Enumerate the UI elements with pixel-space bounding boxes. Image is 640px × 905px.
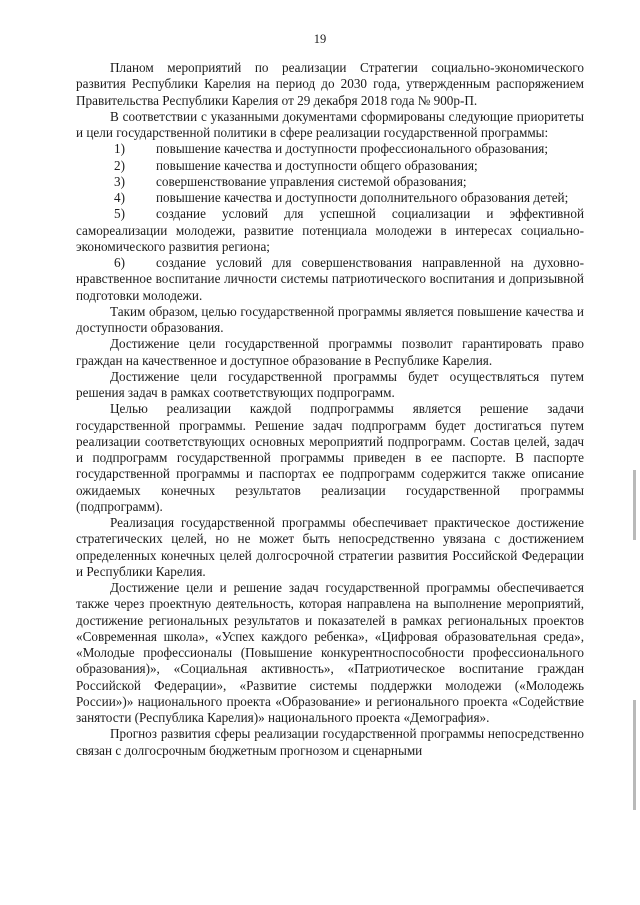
priority-text: повышение качества и доступности дополнительного образования детей; — [156, 190, 569, 205]
priority-item — [76, 190, 584, 206]
priority-text: создание условий для успешной социализации и эффективной самореализации молодежи, развитие потенциала молодежи в интересах социально-экономического развития региона; — [76, 206, 584, 254]
priority-number: 6) — [114, 255, 125, 270]
priority-item — [76, 158, 584, 174]
priority-text: создание условий для совершенствования направленной на духовно-нравственное воспитание личности системы патриотического воспитания и допризывной подготовки молодежи. — [76, 255, 584, 303]
priority-item — [76, 141, 584, 157]
priority-number: 2) — [114, 157, 125, 173]
priority-number: 5) — [114, 206, 125, 222]
paragraph: Реализация государственной программы обеспечивает практическое достижение стратегических целей, но не может быть непосредственно увязана с достижением определенных конечных целей долгосрочной стратегии развития Российской Федерации и Республики Карелия. — [76, 515, 584, 579]
priority-number: 3) — [114, 173, 125, 189]
paragraph: Таким образом, целью государственной программы является повышение качества и доступности образования. — [76, 303, 584, 335]
paragraph: В соответствии с указанными документами сформированы следующие приоритеты и цели государственной политики в сфере реализации государственной программы: — [76, 108, 584, 140]
paragraph: Достижение цели государственной программы позволит гарантировать право граждан на качественное и доступное образование в Республике Карелия. — [76, 336, 584, 368]
paragraph: Достижение цели и решение задач государственной программы обеспечивается также через проектную деятельность, которая направлена на выполнение мероприятий, достижение региональных результатов и показателей в рамках региональных проектов «Современная школа», «Успех каждого ребенка», «Цифровая образовательная среда», «Молодые профессионалы (Повышение конкурентноспособности профессионального образования)», «Социальная активность», «Патриотическое воспитание граждан Российской Федерации», «Развитие системы поддержки молодежи («Молодежь России»)» национального проекта «Образование» и регионального проекта «Содействие занятости (Республика Карелия)» национального проекта «Демография». — [76, 580, 584, 725]
scan-edge-mark — [633, 470, 636, 540]
page-number: 19 — [313, 32, 327, 46]
priority-number: 1) — [114, 141, 125, 157]
priority-item — [76, 255, 584, 304]
priority-text: совершенствование управления системой образования; — [156, 173, 467, 189]
priority-item — [76, 174, 584, 190]
paragraph: Планом мероприятий по реализации Стратегии социально-экономического развития Республики Карелия на период до 2030 года, утвержденным распоряжением Правительства Республики Карелия от 29 декабря 2018 года № 900р-П. — [76, 60, 584, 108]
scan-edge-mark — [633, 700, 636, 810]
paragraph: Достижение цели государственной программы будет осуществляться путем решения задач в рамках соответствующих подпрограмм. — [76, 368, 584, 400]
priority-text: повышение качества и доступности общего образования; — [156, 157, 478, 173]
priority-text: повышение качества и доступности профессионального образования; — [156, 141, 549, 157]
paragraph: Прогноз развития сферы реализации государственной программы непосредственно связан с долгосрочным бюджетным прогнозом и сценарными — [76, 726, 584, 758]
paragraph: Целью реализации каждой подпрограммы является решение задачи государственной программы. Решение задач подпрограмм будет достигаться путем реализации соответствующих основных мероприятий подпрограмм. Состав целей, задач и подпрограмм государственной программы приведен в ее паспорте. В паспорте государственной программы и паспортах ее подпрограмм содержится также описание ожидаемых конечных результатов реализации государственной программы (подпрограмм). — [76, 401, 584, 514]
priority-number: 4) — [114, 190, 125, 205]
priority-item — [76, 206, 584, 255]
document-body — [76, 60, 584, 759]
